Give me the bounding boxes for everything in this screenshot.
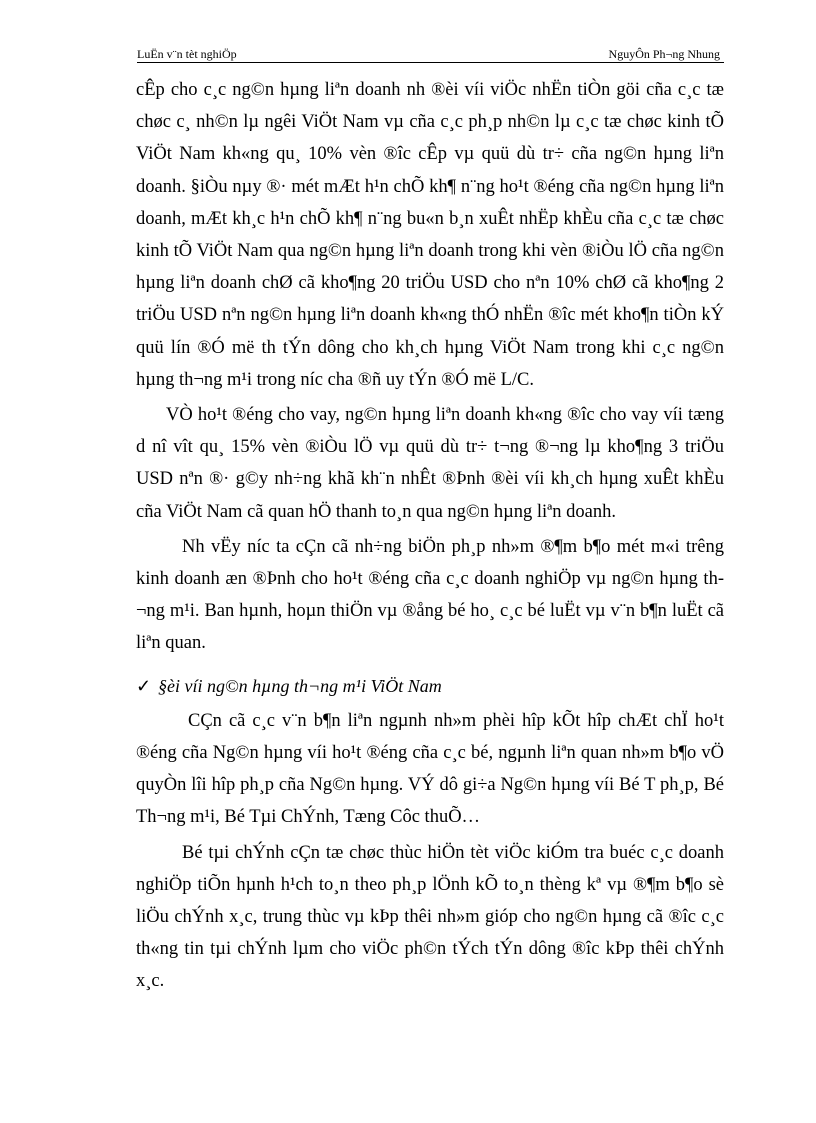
section-heading-text: §èi víi ng©n hµng th¬ng m¹i ViÖt Nam [158, 675, 442, 696]
paragraph-1: cÊp cho c¸c ng©n hµng liªn doanh nh ®èi víi viÖc nhËn tiÒn göi cña c¸c tæ chøc c¸ nh©n lµ ngêi ViÖt Nam vµ cña c¸c ph¸p nh©n lµ c¸c tæ chøc kinh tÕ ViÖt Nam kh«ng qu¸ 10% vèn ®îc cÊp vµ quü dù tr÷ cña ng©n hµng liªn doanh. §iÒu nµy ®· mét mÆt h¹n chÕ kh¶ n¨ng ho¹t ®éng cña ng©n hµng liªn doanh, mÆt kh¸c h¹n chÕ kh¶ n¨ng bu«n b¸n xuÊt nhËp khÈu cña c¸c tæ chøc kinh tÕ ViÖt Nam qua ng©n hµng liªn doanh trong khi vèn ®iÒu lÖ cña ng©n hµng liªn doanh chØ cã kho¶ng 20 triÖu USD cho nªn 10% chØ cã kho¶ng 2 triÖu USD nªn ng©n hµng liªn doanh kh«ng thÓ nhËn ®îc mét kho¶n tiÒn kÝ quü lín ®Ó më th tÝn dông cho kh¸ch hµng ViÖt Nam trong khi c¸c ng©n hµng th¬ng m¹i trong níc cha ®ñ uy tÝn ®Ó më L/C. [136, 80, 724, 390]
header-divider [137, 62, 724, 63]
section-heading [136, 670, 724, 702]
header-thesis-label: LuËn v¨n tèt nghiÖp [137, 47, 237, 61]
paragraph-5: Bé tµi chÝnh cÇn tæ chøc thùc hiÖn tèt viÖc kiÓm tra buéc c¸c doanh nghiÖp tiÕn hµnh h¹ch to¸n theo ph¸p lÖnh kÕ to¸n thèng kª vµ ®¶m b¶o sè liÖu chÝnh x¸c, trung thùc vµ kÞp thêi nh»m gióp cho ng©n hµng cã ®îc c¸c th«ng tin tµi chÝnh lµm cho viÖc ph©n tÝch tÝn dông ®îc kÞp thêi chÝnh x¸c. [136, 842, 724, 992]
page-header [137, 47, 724, 63]
check-icon: ✓ [136, 675, 152, 696]
paragraph-2: VÒ ho¹t ®éng cho vay, ng©n hµng liªn doanh kh«ng ®îc cho vay víi tæng d nî vît qu¸ 15% vèn ®iÒu lÖ vµ quü dù tr÷ t¬ng ®¬ng lµ kho¶ng 3 triÖu USD nªn ®· g©y nh÷ng khã kh¨n nhÊt ®Þnh ®èi víi kh¸ch hµng xuÊt khÈu cña ViÖt Nam cã quan hÖ thanh to¸n qua ng©n hµng liªn doanh. [136, 405, 724, 522]
paragraph-3: Nh vËy níc ta cÇn cã nh÷ng biÖn ph¸p nh»m ®¶m b¶o mét m«i trêng kinh doanh æn ®Þnh cho ho¹t ®éng cña c¸c doanh nghiÖp vµ ng©n hµng th¬ng m¹i. Ban hµnh, hoµn thiÖn vµ ®ång bé ho¸ c¸c bé luËt vµ v¨n b¶n luËt cã liªn quan. [136, 536, 724, 654]
paragraph-4: CÇn cã c¸c v¨n b¶n liªn ngµnh nh»m phèi hîp kÕt hîp chÆt chÏ ho¹t ®éng cña Ng©n hµng víi ho¹t ®éng cña c¸c bé, ngµnh liªn quan nh»m b¶o vÖ quyÒn lîi hîp ph¸p cña Ng©n hµng. VÝ dô gi÷a Ng©n hµng víi Bé T ph¸p, Bé Th¬ng m¹i, Bé Tµi ChÝnh, Tæng Côc thuÕ… [136, 710, 724, 828]
document-body [136, 74, 724, 998]
header-author-name: NguyÔn Ph¬ng Nhung [608, 47, 720, 61]
